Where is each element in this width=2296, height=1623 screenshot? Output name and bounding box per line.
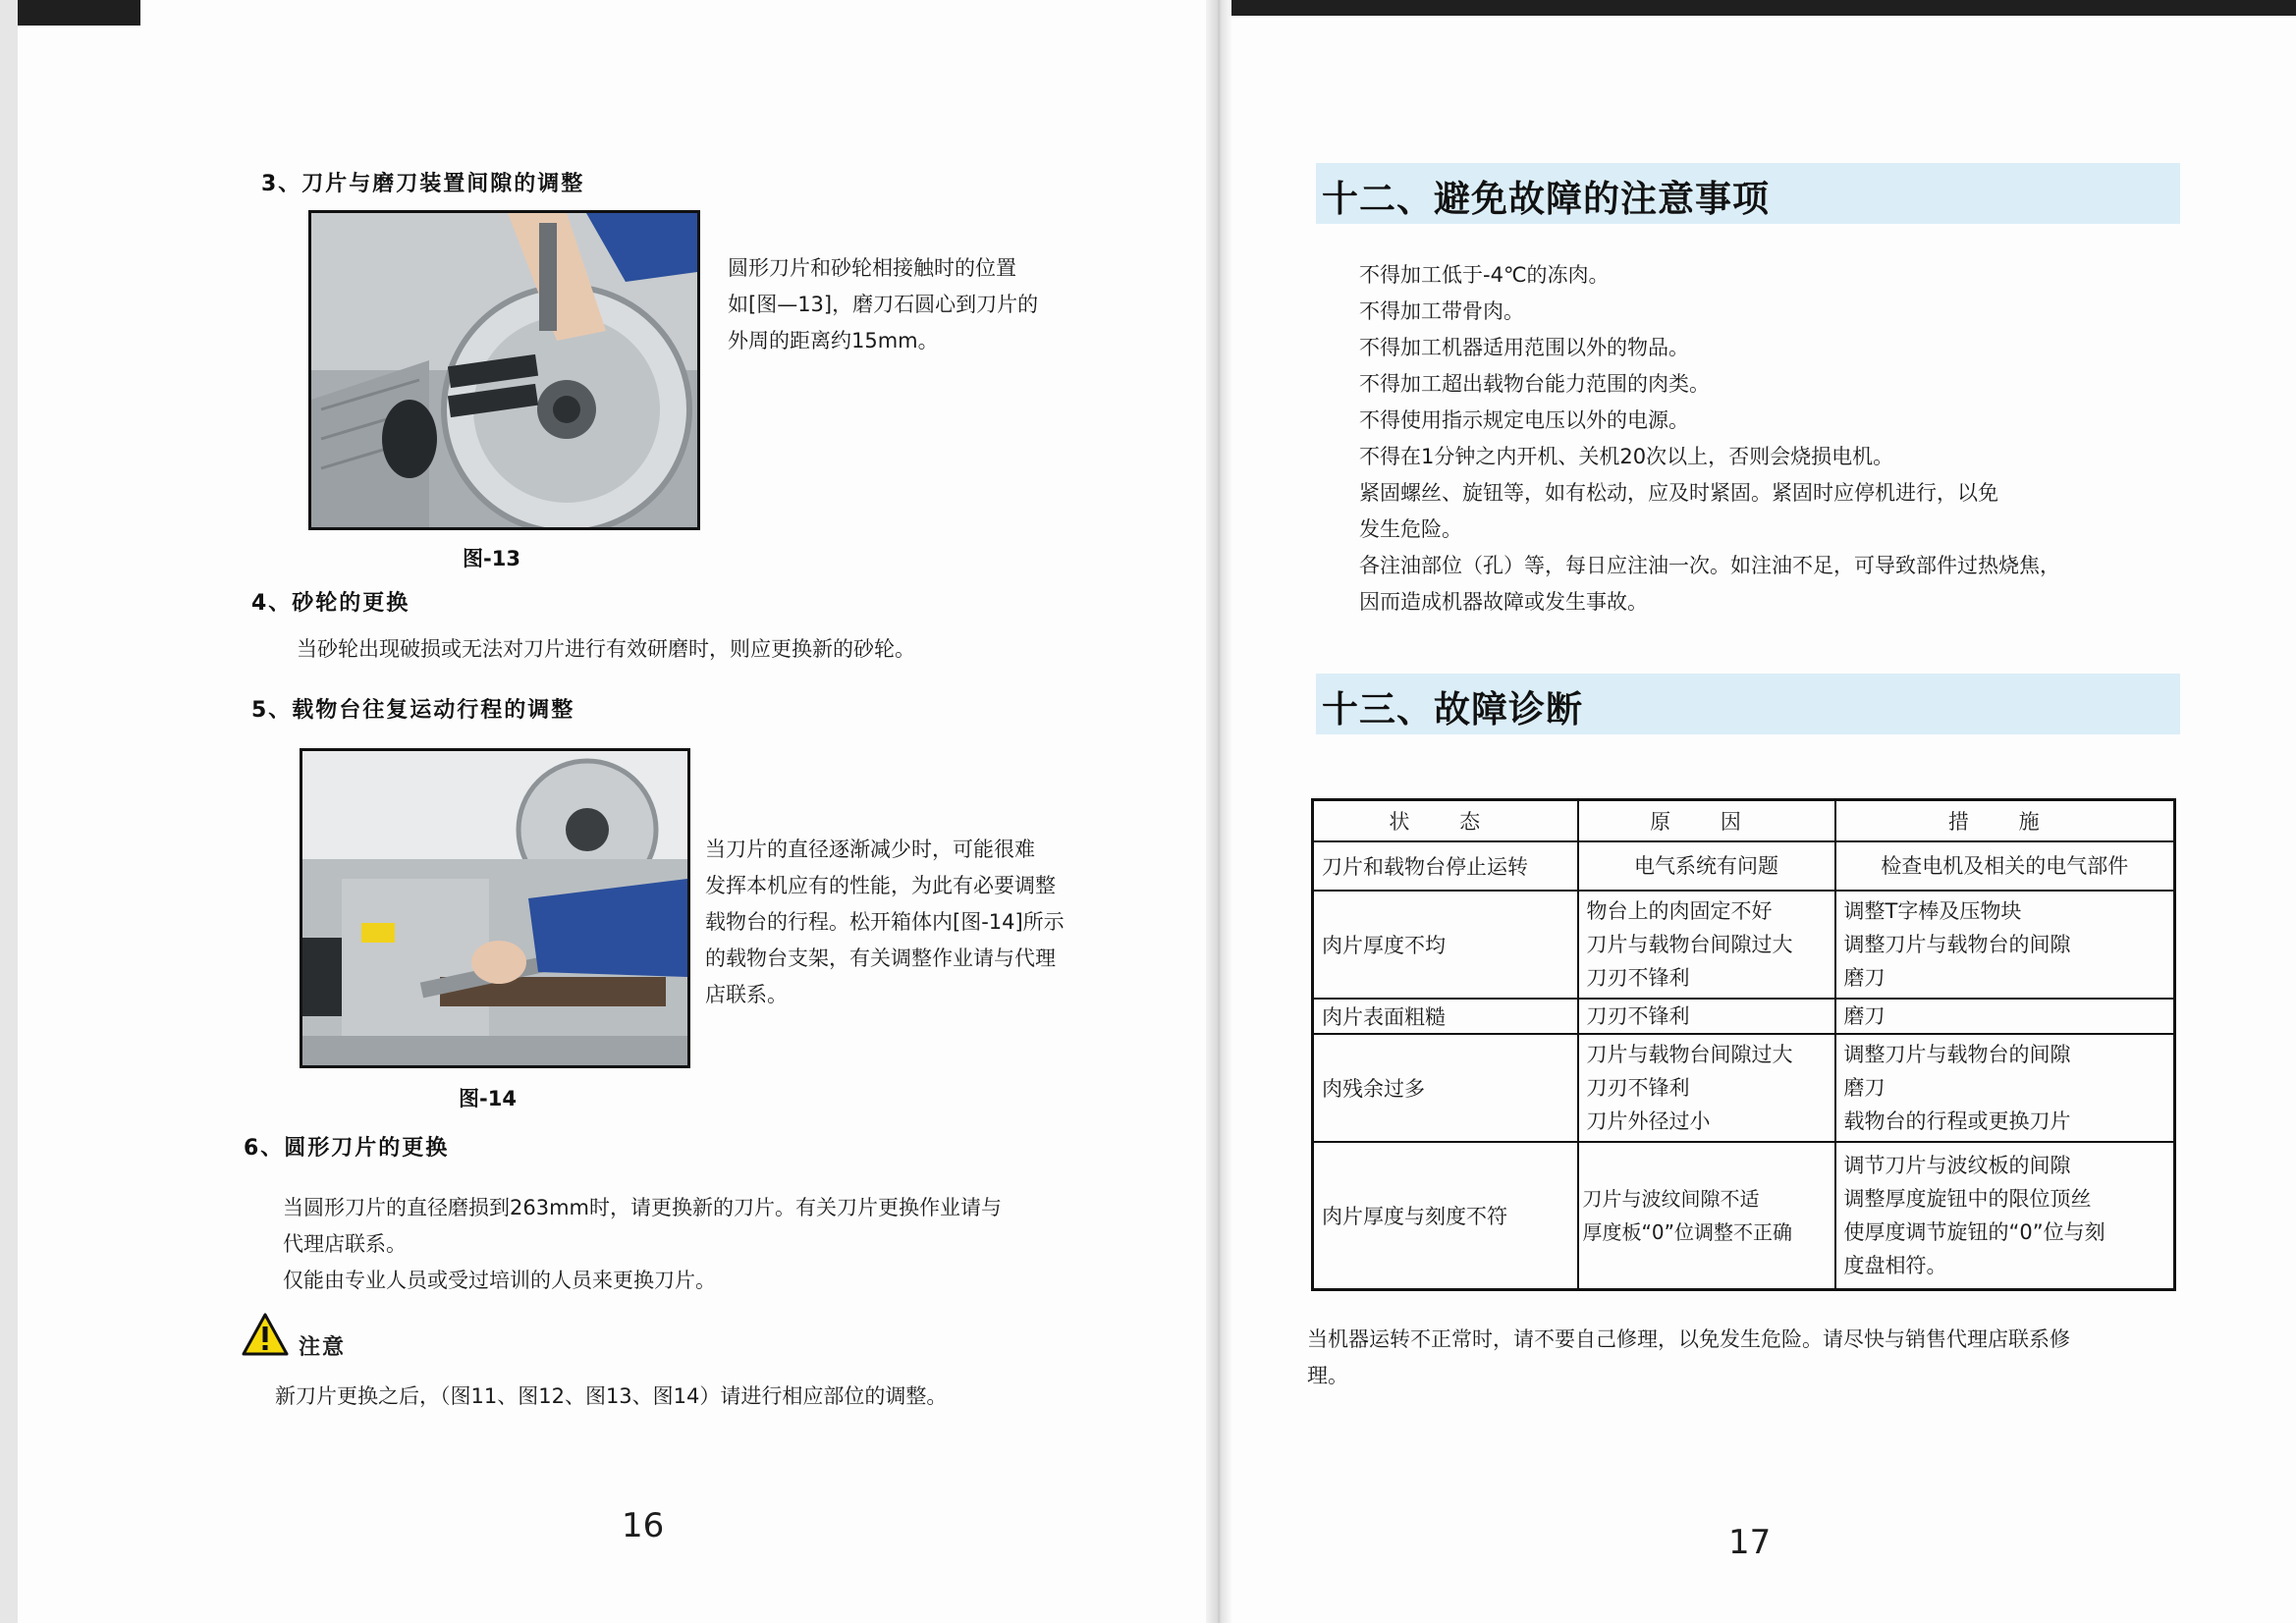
figure-14-photo (300, 748, 690, 1068)
section-5-line: 发挥本机应有的性能，为此有必要调整 (705, 874, 1056, 897)
section-3-line: 圆形刀片和砂轮相接触时的位置 (728, 256, 1016, 280)
section-3-title: 3、刀片与磨刀装置间隙的调整 (261, 172, 585, 196)
action-line: 磨刀 (1843, 966, 1886, 990)
precaution-item: 不得使用指示规定电压以外的电源。 (1359, 408, 1689, 432)
section-5-title: 5、载物台往复运动行程的调整 (251, 698, 575, 723)
action-line: 调整T字棒及压物块 (1843, 899, 2022, 923)
cause-cell (1578, 1142, 1835, 1290)
precaution-item: 不得加工机器适用范围以外的物品。 (1359, 336, 1689, 359)
cause-cell (1578, 999, 1835, 1034)
cause-line: 刀片与波纹间隙不适 (1582, 1187, 1760, 1211)
action-line: 检查电机及相关的电气部件 (1881, 854, 2129, 878)
state-cell: 刀片和载物台停止运转 (1313, 841, 1578, 891)
section-4-title: 4、砂轮的更换 (251, 591, 410, 616)
table-row (1313, 999, 2175, 1034)
page-gutter (1206, 0, 1231, 1623)
action-line: 调整刀片与载物台的间隙 (1843, 933, 2071, 956)
carriage-adjustment-illustration (302, 751, 687, 1065)
table-row (1313, 841, 2175, 891)
figure-14-caption: 图-14 (459, 1087, 517, 1110)
precaution-item: 不得加工超出载物台能力范围的肉类。 (1359, 372, 1710, 396)
scan-edge (0, 0, 18, 1623)
section-6-line: 仅能由专业人员或受过培训的人员来更换刀片。 (283, 1269, 716, 1292)
table-row (1313, 1142, 2175, 1290)
section-5-text (705, 832, 1065, 1013)
table-row (1313, 1034, 2175, 1142)
action-line: 磨刀 (1843, 1004, 1886, 1028)
page-number-16: 16 (622, 1506, 665, 1545)
action-cell (1835, 891, 2175, 999)
page-16 (18, 0, 1206, 1623)
figure-13-photo (308, 210, 700, 530)
table-row (1313, 891, 2175, 999)
troubleshooting-table (1311, 798, 2176, 1291)
cause-line: 电气系统有问题 (1634, 854, 1778, 878)
footer-note (1307, 1322, 2070, 1394)
cause-line: 刀刃不锋利 (1586, 1076, 1690, 1100)
state-cell: 肉片厚度不均 (1313, 891, 1578, 999)
cause-line: 物台上的肉固定不好 (1586, 899, 1773, 923)
cause-line: 厚度板“0”位调整不正确 (1582, 1220, 1792, 1244)
section-6-title: 6、圆形刀片的更换 (244, 1136, 450, 1161)
section-13-title: 十三、故障诊断 (1322, 688, 1583, 730)
cause-cell (1578, 891, 1835, 999)
table-header-row (1313, 800, 2175, 842)
action-cell (1835, 999, 2175, 1034)
state-cell: 肉片表面粗糙 (1313, 999, 1578, 1034)
precautions-list (1359, 257, 2060, 621)
header-action: 措 施 (1835, 800, 2175, 842)
state-cell: 肉残余过多 (1313, 1034, 1578, 1142)
cause-line: 刀刃不锋利 (1586, 1004, 1690, 1028)
state-cell: 肉片厚度与刻度不符 (1313, 1142, 1578, 1290)
section-13-header (1316, 674, 2180, 734)
section-3-line: 如[图—13]，磨刀石圆心到刀片的 (728, 293, 1039, 316)
action-line: 调整厚度旋钮中的限位顶丝 (1843, 1187, 2092, 1211)
action-line: 载物台的行程或更换刀片 (1843, 1109, 2071, 1133)
cause-line: 刀片与载物台间隙过大 (1586, 933, 1793, 956)
notice-text: 新刀片更换之后，（图11、图12、图13、图14）请进行相应部位的调整。 (275, 1384, 948, 1408)
section-4-text: 当砂轮出现破损或无法对刀片进行有效研磨时，则应更换新的砂轮。 (297, 637, 915, 661)
section-12-title: 十二、避免故障的注意事项 (1322, 178, 1770, 220)
section-5-line: 的载物台支架，有关调整作业请与代理 (705, 947, 1056, 970)
cause-line: 刀片外径过小 (1586, 1109, 1711, 1133)
precaution-item: 不得加工带骨肉。 (1359, 299, 1524, 323)
action-line: 调节刀片与波纹板的间隙 (1843, 1154, 2071, 1177)
header-state: 状 态 (1313, 800, 1578, 842)
header-cause: 原 因 (1578, 800, 1835, 842)
action-line: 度盘相符。 (1843, 1254, 1947, 1277)
section-5-line: 当刀片的直径逐渐减少时，可能很难 (705, 838, 1035, 861)
section-5-line: 店联系。 (705, 983, 788, 1006)
action-cell (1835, 1034, 2175, 1142)
footer-note-line: 当机器运转不正常时，请不要自己修理，以免发生危险。请尽快与销售代理店联系修 (1307, 1327, 2070, 1351)
warning-triangle-icon (242, 1313, 289, 1356)
footer-note-line: 理。 (1307, 1364, 1348, 1387)
section-5-line: 载物台的行程。松开箱体内[图-14]所示 (705, 910, 1065, 934)
precaution-item: 不得在1分钟之内开机、关机20次以上，否则会烧损电机。 (1359, 445, 1894, 468)
blade-sharpener-illustration (311, 213, 697, 527)
cause-cell (1578, 1034, 1835, 1142)
precaution-item: 各注油部位（孔）等，每日应注油一次。如注油不足，可导致部件过热烧焦， (1359, 554, 2060, 577)
cause-line: 刀刃不锋利 (1586, 966, 1690, 990)
section-6-line: 代理店联系。 (283, 1232, 407, 1256)
cause-cell (1578, 841, 1835, 891)
section-6-text (283, 1190, 1002, 1299)
action-line: 调整刀片与载物台的间隙 (1843, 1043, 2071, 1066)
precaution-item: 紧固螺丝、旋钮等，如有松动，应及时紧固。紧固时应停机进行，以免 (1359, 481, 1998, 505)
page-number-17: 17 (1728, 1523, 1772, 1562)
precaution-item: 发生危险。 (1359, 517, 1462, 541)
action-line: 磨刀 (1843, 1076, 1886, 1100)
action-cell (1835, 841, 2175, 891)
section-6-line: 当圆形刀片的直径磨损到263mm时，请更换新的刀片。有关刀片更换作业请与 (283, 1196, 1002, 1219)
section-3-line: 外周的距离约15mm。 (728, 329, 939, 352)
action-cell (1835, 1142, 2175, 1290)
section-12-header (1316, 163, 2180, 224)
precaution-item: 不得加工低于-4℃的冻肉。 (1359, 263, 1610, 287)
cause-line: 刀片与载物台间隙过大 (1586, 1043, 1793, 1066)
precaution-item: 因而造成机器故障或发生事故。 (1359, 590, 1648, 614)
action-line: 使厚度调节旋钮的“0”位与刻 (1843, 1220, 2105, 1244)
figure-13-caption: 图-13 (463, 547, 520, 570)
section-3-text (728, 250, 1038, 359)
notice-label: 注意 (299, 1335, 347, 1360)
